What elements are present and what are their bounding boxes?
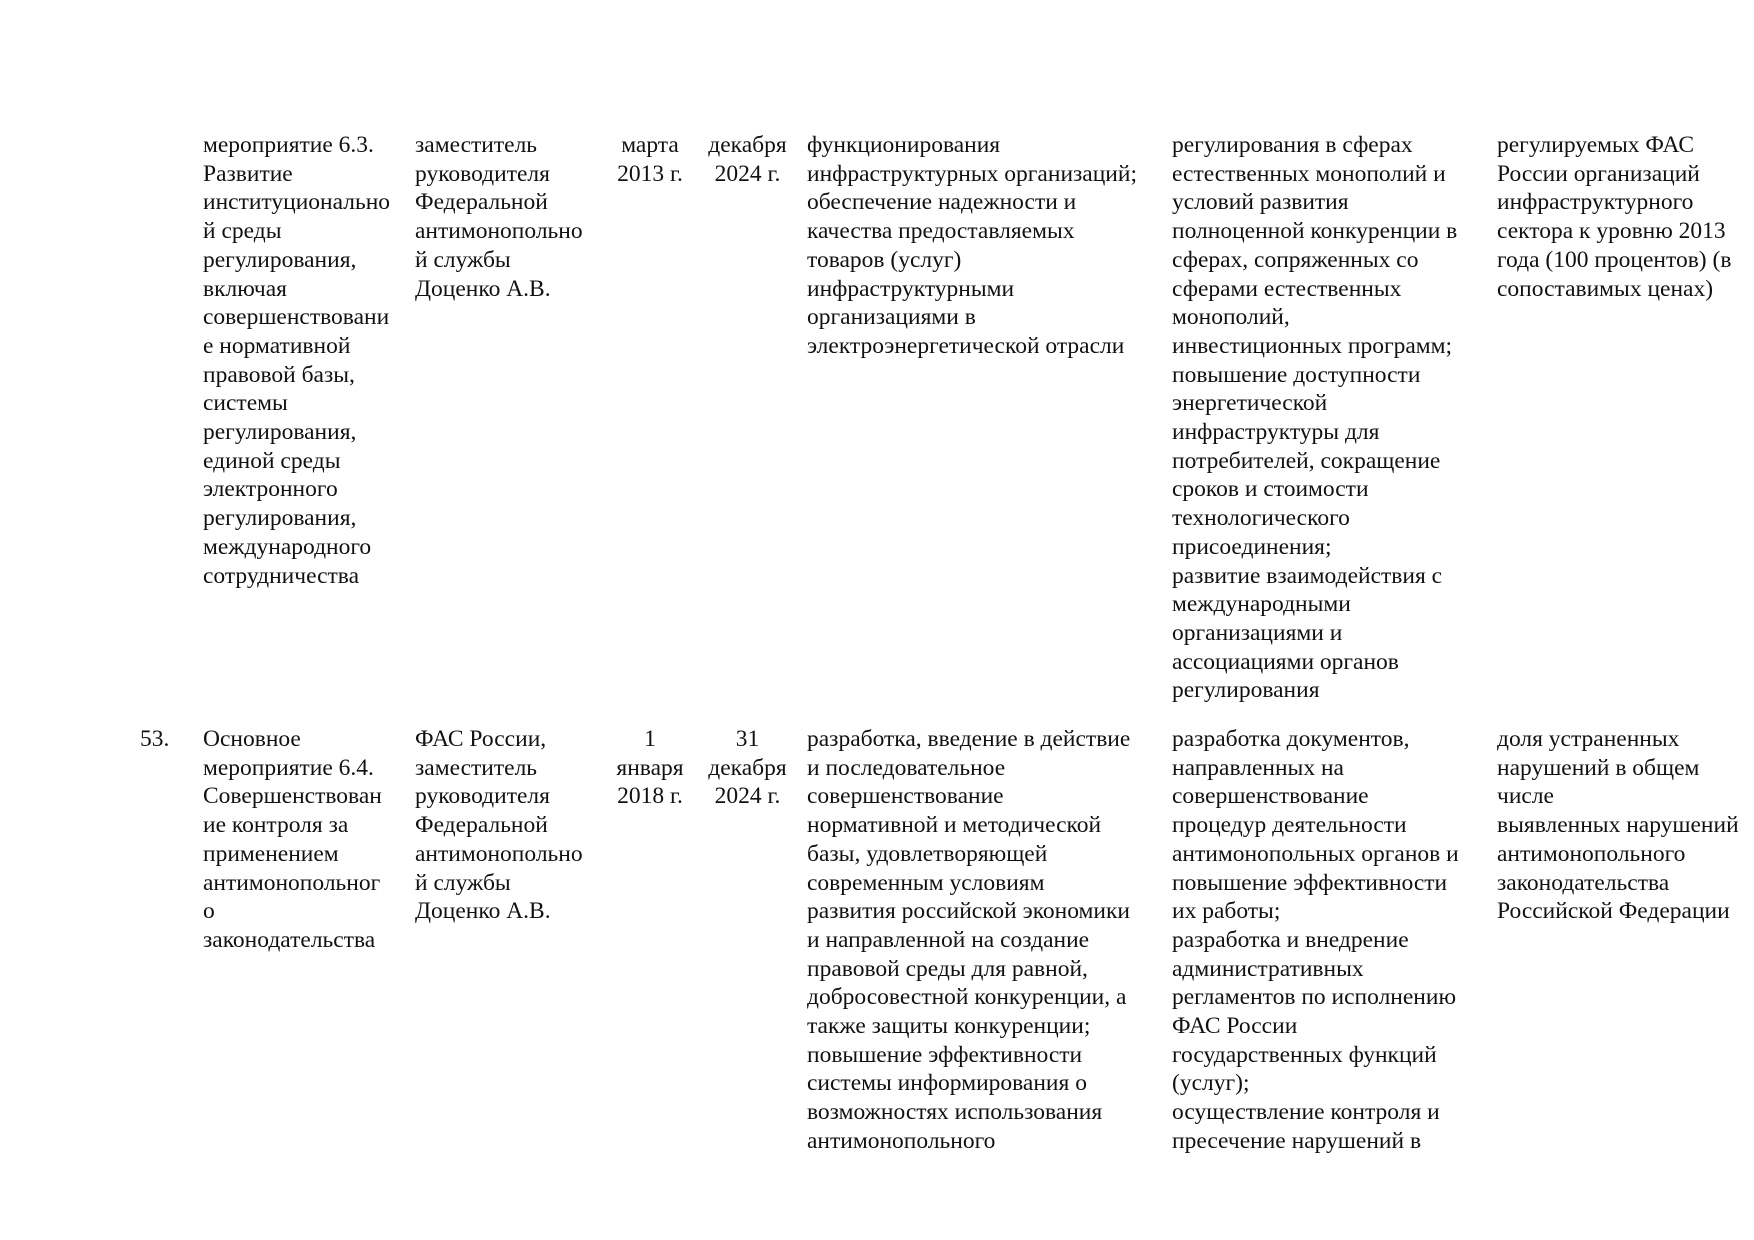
start-date: 1 января 2018 г. (616, 726, 684, 810)
indicator: доля устраненных нарушений в общем числе выявленных нарушений антимонопольного законодательства Российской Федерации (1497, 726, 1739, 925)
end-date: 31 декабря 2024 г. (708, 726, 787, 810)
implementation-directions: регулирования в сферах естественных монополий и условий развития полноценной конкуренции в сферах, сопряженных со сферами естественных монополий, инвестиционных программ; повышение доступности энергетической инфраструктуры для потребителей, сокращение сроков и стоимости технологического присоединения; развитие взаимодействия с международными организациями и ассоциациями органов регулирования (1172, 132, 1458, 704)
indicator: регулируемых ФАС России организаций инфраструктурного сектора к уровню 2013 года (100 процентов) (в сопоставимых ценах) (1497, 132, 1732, 302)
activity-name: мероприятие 6.3. Развитие институционально й среды регулирования, включая совершенствовани е нормативной правовой базы, системы регулирования, единой среды электронного регулирования, международного сотрудничества (203, 132, 391, 589)
responsible-executor: ФАС России, заместитель руководителя Федеральной антимонопольно й службы Доценко А.В. (415, 726, 583, 925)
expected-result: функционирования инфраструктурных организаций; обеспечение надежности и качества предоставляемых товаров (услуг) инфраструктурными организациями в электроэнергетической отрасли (807, 132, 1137, 359)
responsible-executor: заместитель руководителя Федеральной антимонопольно й службы Доценко А.В. (415, 132, 583, 302)
start-date: марта 2013 г. (617, 132, 683, 187)
end-date: декабря 2024 г. (708, 132, 787, 187)
expected-result: разработка, введение в действие и последовательное совершенствование нормативной и методической базы, удовлетворяющей современным условиям развития российской экономики и направленной на создание правовой среды для равной, добросовестной конкуренции, а также защиты конкуренции; повышение эффективности системы информирования о возможностях использования антимонопольного (807, 726, 1131, 1154)
implementation-directions: разработка документов, направленных на совершенствование процедур деятельности антимонопольных органов и повышение эффективности их работы; разработка и внедрение административных регламентов по исполнению ФАС России государственных функций (услуг); осуществление контроля и пресечение нарушений в (1172, 726, 1459, 1154)
row-number: 53. (140, 726, 170, 752)
activity-name: Основное мероприятие 6.4. Совершенствован ие контроля за применением антимонопольног о законодательства (203, 726, 382, 953)
